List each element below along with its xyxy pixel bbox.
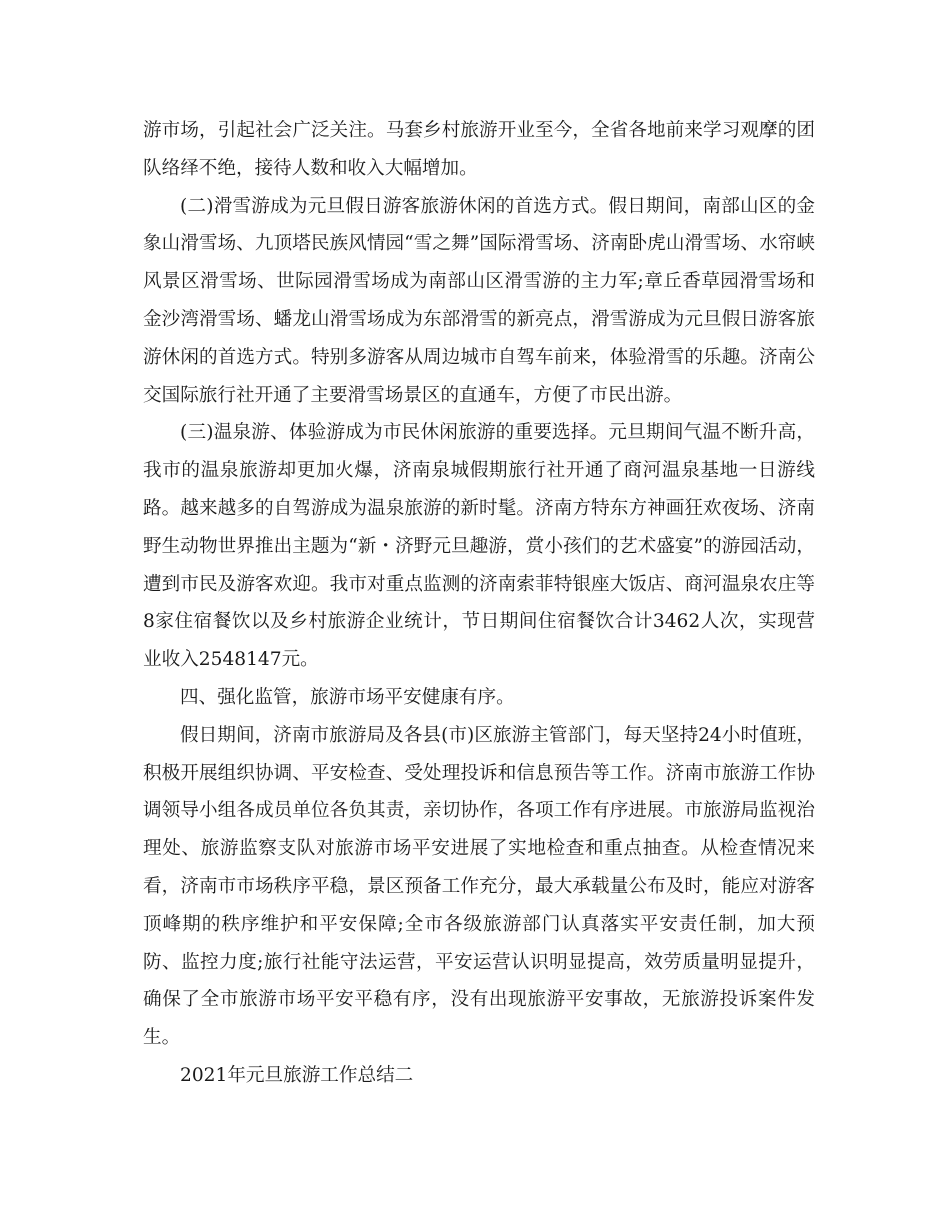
paragraph-tourism-market-continued: 游市场，引起社会广泛关注。马套乡村旅游开业至今，全省各地前来学习观摩的团队络绎不绝，接待人数和收入大幅增加。 [143,120,815,179]
paragraph-hot-spring-tourism: (三)温泉游、体验游成为市民休闲旅游的重要选择。元旦期间气温不断升高，我市的温泉旅游却更加火爆，济南泉城假期旅行社开通了商河温泉基地一日游线路。越来越多的自驾游成为温泉旅游的新时髦。济南方特东方神画狂欢夜场、济南野生动物世界推出主题为“新・济野元旦趣游，赏小孩们的艺术盛宴”的游园活动，遭到市民及游客欢迎。我市对重点监测的济南索菲特银座大饭店、商河温泉农庄等8家住宿餐饮以及乡村旅游企业统计，节日期间住宿餐饮合计3462人次，实现营业收入2548147元。 [143,422,815,671]
next-section-title: 2021年元旦旅游工作总结二 [180,1064,414,1086]
section-heading-supervision: 四、强化监管，旅游市场平安健康有序。 [180,686,515,708]
document-body [143,112,815,1095]
paragraph-supervision: 假日期间，济南市旅游局及各县(市)区旅游主管部门，每天坚持24小时值班，积极开展组织协调、平安检查、受处理投诉和信息预告等工作。济南市旅游工作协调领导小组各成员单位各负其责，亲切协作，各项工作有序进展。市旅游局监视治理处、旅游监察支队对旅游市场平安进展了实地检查和重点抽查。从检查情况来看，济南市市场秩序平稳，景区预备工作充分，最大承载量公布及时，能应对游客顶峰期的秩序维护和平安保障;全市各级旅游部门认真落实平安责任制，加大预防、监控力度;旅行社能守法运营，平安运营认识明显提高，效劳质量明显提升，确保了全市旅游市场平安平稳有序，没有出现旅游平安事故，无旅游投诉案件发生。 [143,724,815,1049]
paragraph-ski-tourism: (二)滑雪游成为元旦假日游客旅游休闲的首选方式。假日期间，南部山区的金象山滑雪场、九顶塔民族风情园“雪之舞”国际滑雪场、济南卧虎山滑雪场、水帘峡风景区滑雪场、世际园滑雪场成为南部山区滑雪游的主力军;章丘香草园滑雪场和金沙湾滑雪场、蟠龙山滑雪场成为东部滑雪的新亮点，滑雪游成为元旦假日游客旅游休闲的首选方式。特别多游客从周边城市自驾车前来，体验滑雪的乐趣。济南公交国际旅行社开通了主要滑雪场景区的直通车，方便了市民出游。 [143,195,815,406]
